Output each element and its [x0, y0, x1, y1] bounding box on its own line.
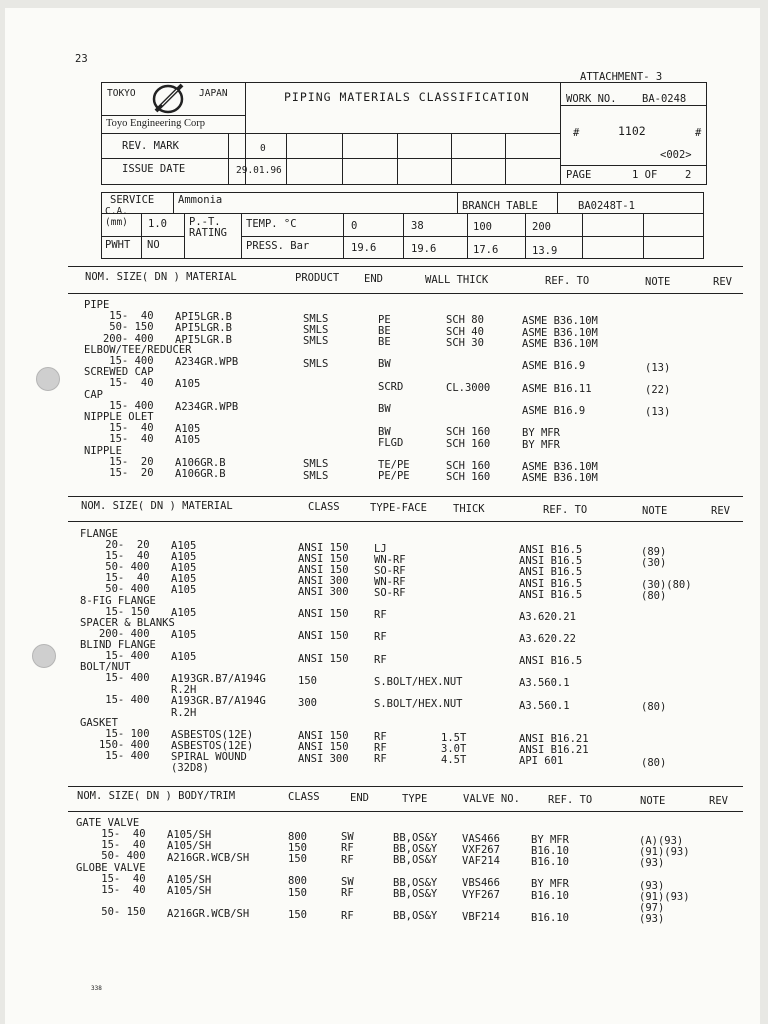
document-suffix: <002> — [660, 149, 692, 161]
pipe-cell-wall: SCH 160 — [446, 426, 491, 439]
service-value: Ammonia — [178, 194, 223, 206]
valve-header-ref: REF. TO — [548, 794, 593, 806]
pipe-cell-product: SMLS — [303, 312, 329, 325]
pipe-cell-ref: ASME B36.10M — [522, 461, 598, 473]
pipe-cell-note: (13) — [645, 361, 671, 374]
pipe-cell-product: SMLS — [303, 335, 329, 348]
valve-cell-class: 150 — [288, 886, 307, 899]
flange-cell-type: WN-RF — [374, 575, 406, 588]
flange-cell-material: A105 — [171, 540, 197, 553]
pipe-header-size-material: NOM. SIZE( DN ) MATERIAL — [85, 271, 237, 283]
press-value-2: 19.6 — [411, 243, 437, 255]
valve-cell-class: 150 — [288, 852, 307, 865]
flange-cell-size: SPACER & BLANKS — [80, 616, 175, 629]
flange-header-class: CLASS — [308, 501, 340, 513]
pipe-cell-size: 15- 400 — [84, 399, 154, 412]
flange-cell-size: 15- 400 — [80, 749, 150, 762]
footer-mark: 338 — [91, 985, 102, 992]
flange-cell-ref: A3.560.1 — [519, 699, 570, 712]
valve-header-valve-no: VALVE NO. — [463, 793, 520, 805]
valve-cell-note: (A)(93) — [639, 834, 684, 847]
valve-cell-valve: VBS466 — [462, 877, 500, 890]
flange-cell-class: ANSI 150 — [298, 608, 349, 621]
valve-cell-material: A216GR.WCB/SH — [167, 851, 250, 864]
pipe-header-ref: REF. TO — [545, 275, 590, 287]
page-label: PAGE — [566, 169, 592, 181]
pipe-cell-material: A234GR.WPB — [175, 400, 239, 413]
flange-cell-ref: ANSI B16.21 — [519, 732, 589, 745]
valve-cell-end: RF — [341, 887, 354, 900]
valve-cell-class: 150 — [288, 908, 307, 921]
flange-cell-type: RF — [374, 731, 387, 744]
pipe-cell-ref: ASME B16.11 — [522, 382, 592, 395]
flange-cell-type: RF — [374, 753, 387, 766]
valve-cell-note: (93) — [639, 857, 665, 870]
pipe-cell-end: TE/PE — [378, 459, 410, 472]
flange-cell-class: ANSI 300 — [298, 574, 349, 587]
pipe-cell-product: SMLS — [303, 469, 329, 482]
pwht-value: NO — [147, 239, 160, 251]
rev-mark-value: 0 — [260, 143, 266, 154]
valve-header-note: NOTE — [640, 795, 666, 807]
valve-header-class: CLASS — [288, 791, 320, 803]
branch-label: BRANCH TABLE — [462, 200, 538, 212]
pipe-cell-ref: ASME B36.10M — [522, 472, 598, 485]
pipe-cell-note: (22) — [645, 384, 671, 397]
valve-cell-end: RF — [341, 909, 354, 922]
flange-cell-material: A193GR.B7/A194G — [171, 695, 266, 708]
hash-left: # — [573, 127, 580, 139]
flange-header-size-material: NOM. SIZE( DN ) MATERIAL — [81, 500, 233, 512]
pipe-cell-ref: ASME B16.9 — [522, 405, 586, 417]
valve-cell-end: RF — [341, 853, 354, 866]
valve-cell-size: 50- 150 — [76, 906, 146, 919]
valve-cell-ref: B16.10 — [531, 844, 569, 857]
flange-header-thick: THICK — [453, 503, 485, 515]
pipe-cell-material: API5LGR.B — [175, 333, 232, 346]
page-number: 23 — [75, 53, 88, 65]
pipe-cell-end: PE — [378, 313, 391, 326]
valve-cell-note: (93) — [639, 913, 665, 926]
document-number: 1102 — [618, 124, 646, 138]
pipe-cell-end: BE — [378, 336, 391, 349]
valve-cell-size: GATE VALVE — [76, 816, 140, 829]
pipe-cell-wall: SCH 30 — [446, 336, 484, 349]
valve-cell-type: BB,OS&Y — [393, 854, 438, 867]
flange-cell-type: S.BOLT/HEX.NUT — [374, 675, 463, 688]
pipe-header-product: PRODUCT — [295, 272, 340, 284]
valve-cell-size: GLOBE VALVE — [76, 861, 146, 874]
valve-cell-class: 800 — [288, 830, 307, 843]
flange-cell-material: A105 — [171, 551, 197, 564]
pipe-cell-ref: BY MFR — [522, 438, 560, 451]
flange-header-note: NOTE — [642, 505, 668, 517]
flange-cell-class: ANSI 150 — [298, 730, 349, 743]
flange-cell-class: ANSI 150 — [298, 563, 349, 576]
flange-cell-ref: A3.620.22 — [519, 633, 576, 646]
valve-cell-class: 800 — [288, 875, 307, 888]
service-label: SERVICE — [110, 194, 155, 206]
flange-cell-class: 150 — [298, 674, 317, 687]
flange-cell-size: 150- 400 — [80, 738, 150, 751]
valve-cell-class: 150 — [288, 841, 307, 854]
valve-cell-valve: VXF267 — [462, 843, 500, 856]
press-value-4: 13.9 — [532, 245, 558, 257]
flange-cell-size: BOLT/NUT — [80, 661, 131, 674]
company-name: Toyo Engineering Corp — [106, 118, 205, 129]
pipe-cell-size: 15- 40 — [84, 422, 154, 435]
ca-value: 1.0 — [148, 218, 167, 230]
valve-cell-valve: VYF267 — [462, 888, 500, 901]
valve-cell-valve: VAF214 — [462, 855, 500, 868]
pipe-cell-ref: ASME B36.10M — [522, 326, 598, 339]
pipe-cell-material: A105 — [175, 378, 201, 391]
flange-cell-size: 15- 150 — [80, 605, 150, 618]
pipe-cell-material: API5LGR.B — [175, 322, 232, 335]
pipe-cell-size: 200- 400 — [84, 332, 154, 345]
pipe-cell-size: 15- 40 — [84, 310, 154, 323]
valve-cell-end: SW — [341, 831, 354, 844]
flange-cell-class: ANSI 150 — [298, 630, 349, 643]
flange-header-ref: REF. TO — [543, 504, 588, 516]
pipe-cell-end: BE — [378, 324, 391, 337]
flange-cell-type: RF — [374, 742, 387, 755]
flange-cell-material: A105 — [171, 573, 197, 586]
valve-cell-type: BB,OS&Y — [393, 831, 438, 844]
ca-unit-label: (mm) — [105, 217, 128, 228]
pipe-cell-ref: BY MFR — [522, 427, 560, 440]
flange-cell-material: ASBESTOS(12E) — [171, 739, 254, 752]
flange-cell-thick: 1.5T — [441, 732, 467, 745]
header-city: TOKYO — [107, 88, 136, 99]
flange-cell-note: (80) — [641, 701, 667, 714]
flange-cell-note: (30) — [641, 556, 667, 569]
pipe-cell-ref: ASME B16.9 — [522, 360, 586, 373]
flange-cell-material: A193GR.B7/A194G — [171, 673, 266, 686]
valve-cell-end: SW — [341, 876, 354, 889]
flange-header-rev: REV — [711, 505, 730, 517]
pipe-cell-end: SCRD — [378, 380, 404, 393]
pipe-header-wall: WALL THICK — [425, 274, 489, 286]
flange-cell-note: (30)(80) — [641, 579, 692, 592]
flange-cell-class: ANSI 150 — [298, 552, 349, 565]
temp-value-2: 38 — [411, 220, 424, 232]
valve-cell-ref: B16.10 — [531, 855, 569, 868]
pipe-cell-wall: SCH 80 — [446, 314, 484, 327]
valve-cell-ref: B16.10 — [531, 889, 569, 902]
binder-hole — [32, 644, 56, 668]
pipe-cell-product: SMLS — [303, 323, 329, 336]
flange-cell-type: SO-RF — [374, 564, 406, 577]
valve-cell-end: RF — [341, 842, 354, 855]
pipe-cell-material: A105 — [175, 423, 201, 436]
flange-cell-note: (80) — [641, 590, 667, 603]
valve-cell-ref: BY MFR — [531, 878, 569, 891]
branch-value: BA0248T-1 — [578, 200, 635, 212]
flange-cell-material: A105 — [171, 584, 197, 597]
pipe-header-end: END — [364, 273, 383, 285]
valve-cell-valve: VAS466 — [462, 832, 500, 845]
pipe-cell-size: 15- 20 — [84, 466, 154, 479]
work-no-label: WORK NO. — [566, 93, 617, 105]
flange-cell-material: A105 — [171, 651, 197, 664]
pipe-cell-size: 15- 20 — [84, 455, 154, 468]
hash-right: # — [695, 127, 702, 139]
flange-cell-type: S.BOLT/HEX.NUT — [374, 697, 463, 710]
flange-cell-ref: ANSI B16.5 — [519, 555, 583, 568]
flange-cell-ref: A3.560.1 — [519, 677, 570, 690]
flange-cell-class: ANSI 300 — [298, 752, 349, 765]
flange-cell-note: (89) — [641, 545, 667, 558]
pipe-cell-end: BW — [378, 425, 391, 438]
pipe-cell-size: CAP — [84, 388, 103, 401]
header-country: JAPAN — [199, 88, 228, 99]
pt-label: P.-T. — [189, 216, 221, 228]
flange-cell-type: SO-RF — [374, 586, 406, 599]
flange-cell-size: 50- 400 — [80, 561, 150, 574]
valve-cell-size: 15- 40 — [76, 839, 146, 852]
flange-cell-size: 15- 400 — [80, 694, 150, 707]
pipe-cell-wall: SCH 160 — [446, 471, 491, 484]
rev-mark-label: REV. MARK — [122, 140, 179, 152]
flange-cell-material: R.2H — [171, 684, 197, 697]
pipe-header-note: NOTE — [645, 276, 671, 288]
flange-cell-type: RF — [374, 653, 387, 666]
flange-cell-ref: ANSI B16.5 — [519, 577, 583, 590]
flange-cell-ref: ANSI B16.5 — [519, 588, 583, 601]
flange-cell-size: FLANGE — [80, 527, 118, 540]
flange-cell-size: 8-FIG FLANGE — [80, 594, 156, 607]
flange-cell-type: RF — [374, 609, 387, 622]
flange-cell-class: ANSI 300 — [298, 586, 349, 599]
press-value-1: 19.6 — [351, 242, 377, 254]
press-label: PRESS. Bar — [246, 240, 310, 252]
pipe-cell-end: PE/PE — [378, 470, 410, 483]
pwht-label: PWHT — [105, 239, 131, 251]
pipe-cell-ref: ASME B36.10M — [522, 315, 598, 328]
flange-cell-ref: API 601 — [519, 755, 564, 768]
flange-cell-thick: 3.0T — [441, 743, 467, 756]
pipe-cell-size: SCREWED CAP — [84, 366, 154, 379]
document-page — [5, 8, 760, 1024]
temp-value-4: 200 — [532, 221, 551, 233]
valve-cell-material: A105/SH — [167, 829, 212, 842]
ca-label: C.A. — [105, 206, 128, 217]
flange-cell-size: 15- 100 — [80, 727, 150, 740]
flange-cell-type: RF — [374, 631, 387, 644]
valve-cell-ref: BY MFR — [531, 833, 569, 846]
pipe-cell-end: BW — [378, 358, 391, 371]
pipe-cell-wall: CL.3000 — [446, 381, 491, 394]
pipe-cell-size: 50- 150 — [84, 321, 154, 334]
pipe-cell-material: A106GR.B — [175, 468, 226, 481]
flange-cell-thick: 4.5T — [441, 754, 467, 767]
pipe-cell-product: SMLS — [303, 357, 329, 370]
pipe-cell-size: NIPPLE OLET — [84, 410, 154, 423]
valve-cell-size: 50- 400 — [76, 850, 146, 863]
valve-cell-material: A105/SH — [167, 885, 212, 898]
pipe-cell-size: 15- 400 — [84, 354, 154, 367]
flange-cell-size: 15- 400 — [80, 650, 150, 662]
valve-cell-size: 15- 40 — [76, 872, 146, 885]
company-logo-icon — [151, 81, 187, 115]
valve-cell-size: 15- 40 — [76, 884, 146, 897]
valve-cell-material: A216GR.WCB/SH — [167, 907, 250, 920]
flange-cell-ref: ANSI B16.5 — [519, 566, 583, 579]
valve-cell-note: (91)(93) — [639, 846, 690, 858]
pipe-cell-size: 15- 40 — [84, 377, 154, 390]
pipe-cell-wall: SCH 160 — [446, 460, 491, 473]
valve-cell-ref: B16.10 — [531, 911, 569, 924]
flange-cell-material: (32D8) — [171, 762, 209, 775]
valve-header-type: TYPE — [402, 793, 428, 805]
flange-cell-material: R.2H — [171, 706, 197, 719]
flange-header-type: TYPE-FACE — [370, 502, 427, 514]
flange-cell-type: WN-RF — [374, 553, 406, 566]
pt-rating-label: RATING — [189, 227, 227, 239]
flange-cell-class: ANSI 150 — [298, 652, 349, 665]
valve-header-size-body: NOM. SIZE( DN ) BODY/TRIM — [77, 790, 236, 802]
valve-cell-type: BB,OS&Y — [393, 887, 438, 900]
valve-cell-size: 15- 40 — [76, 828, 146, 841]
flange-cell-type: LJ — [374, 542, 387, 555]
pipe-cell-material: A105 — [175, 434, 201, 447]
issue-date-value: 29.01.96 — [236, 165, 282, 176]
valve-cell-type: BB,OS&Y — [393, 843, 438, 856]
flange-cell-note: (80) — [641, 756, 667, 769]
flange-cell-material: A105 — [171, 606, 197, 619]
pipe-cell-end: FLGD — [378, 436, 404, 449]
press-value-3: 17.6 — [473, 244, 499, 256]
flange-cell-material: A105 — [171, 628, 197, 641]
flange-cell-size: 15- 400 — [80, 672, 150, 685]
flange-cell-material: ASBESTOS(12E) — [171, 728, 254, 741]
temp-value-1: 0 — [351, 220, 358, 232]
valve-header-rev: REV — [709, 795, 728, 807]
flange-cell-class: ANSI 150 — [298, 741, 349, 754]
pipe-cell-material: A106GR.B — [175, 456, 226, 469]
flange-cell-ref: ANSI B16.5 — [519, 544, 583, 557]
document-title: PIPING MATERIALS CLASSIFICATION — [284, 90, 530, 104]
pipe-cell-wall: SCH 40 — [446, 325, 484, 338]
flange-cell-class: ANSI 150 — [298, 541, 349, 554]
valve-header-end: END — [350, 792, 369, 804]
pipe-cell-material: A234GR.WPB — [175, 356, 239, 369]
pipe-cell-material: API5LGR.B — [175, 311, 232, 324]
flange-cell-size: GASKET — [80, 716, 118, 729]
pipe-cell-size: 15- 40 — [84, 433, 154, 446]
pipe-cell-end: BW — [378, 403, 391, 416]
pipe-cell-size: NIPPLE — [84, 444, 122, 457]
flange-cell-material: SPIRAL WOUND — [171, 750, 247, 763]
work-no-value: BA-0248 — [642, 93, 687, 105]
flange-cell-ref: ANSI B16.5 — [519, 655, 583, 668]
valve-cell-type: BB,OS&Y — [393, 876, 438, 889]
binder-hole — [36, 367, 60, 391]
issue-date-label: ISSUE DATE — [122, 163, 186, 175]
page-total: 2 — [685, 169, 692, 181]
valve-cell-type: BB,OS&Y — [393, 910, 438, 923]
pipe-cell-wall: SCH 160 — [446, 437, 491, 450]
flange-cell-size: BLIND FLANGE — [80, 638, 156, 651]
valve-cell-note: (97) — [639, 902, 665, 914]
pipe-cell-ref: ASME B36.10M — [522, 337, 598, 350]
flange-cell-size: 50- 400 — [80, 583, 150, 596]
pipe-cell-size: PIPE — [84, 298, 110, 311]
flange-cell-ref: A3.620.21 — [519, 610, 576, 623]
flange-cell-material: A105 — [171, 562, 197, 575]
flange-cell-size: 20- 20 — [80, 539, 150, 551]
valve-cell-material: A105/SH — [167, 873, 212, 886]
temp-label: TEMP. °C — [246, 218, 297, 230]
pipe-cell-note: (13) — [645, 406, 671, 419]
flange-cell-class: 300 — [298, 697, 317, 710]
flange-cell-size: 200- 400 — [80, 627, 150, 640]
valve-cell-valve: VBF214 — [462, 911, 500, 924]
flange-cell-ref: ANSI B16.21 — [519, 744, 589, 757]
temp-value-3: 100 — [473, 221, 492, 233]
pipe-cell-product: SMLS — [303, 458, 329, 471]
flange-cell-size: 15- 40 — [80, 572, 150, 585]
valve-cell-note: (93) — [639, 879, 665, 892]
valve-cell-note: (91)(93) — [639, 890, 690, 903]
pipe-header-rev: REV — [713, 276, 732, 288]
valve-cell-material: A105/SH — [167, 840, 212, 853]
attachment-label: ATTACHMENT- 3 — [580, 71, 663, 83]
pipe-cell-size: ELBOW/TEE/REDUCER — [84, 343, 192, 356]
flange-cell-size: 15- 40 — [80, 550, 150, 563]
page-value: 1 OF — [632, 169, 658, 181]
